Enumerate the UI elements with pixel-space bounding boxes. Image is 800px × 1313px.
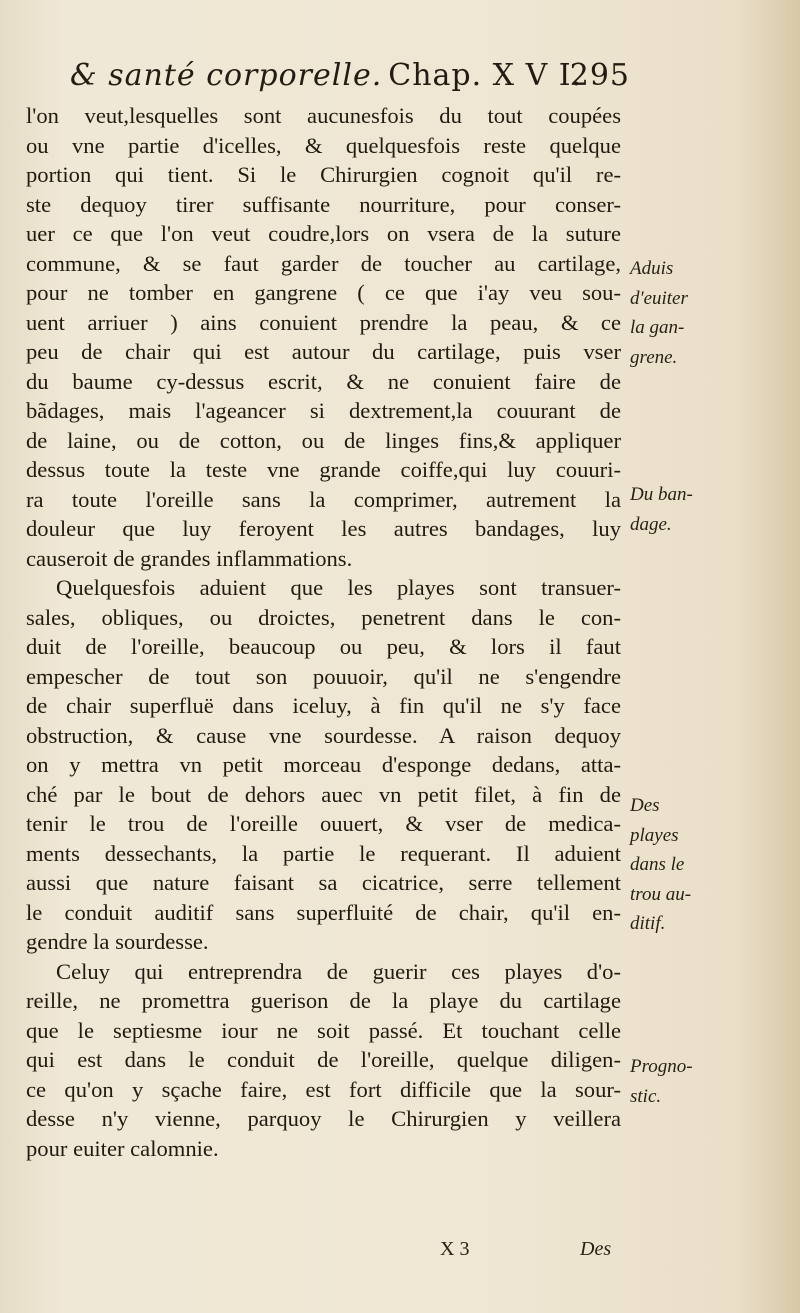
text-line: commune, & se faut garder de toucher au cartilage, [26, 250, 621, 276]
text-line: aussi que nature faisant sa cicatrice, serre tellement [26, 870, 621, 895]
margin-note-bandage [630, 480, 720, 539]
text-line: ments dessechants, la partie le requerant. Il aduient [26, 840, 621, 866]
margin-note-line: playes [630, 824, 679, 846]
text-line: du baume cy-dessus escrit, & ne conuient faire de [26, 368, 621, 394]
text-line: ce qu'on y sçache faire, est fort difficile que la sour- [26, 1076, 621, 1102]
chapter-label: Chap. X V I. [388, 58, 583, 93]
running-title: & santé corporelle. [70, 58, 383, 93]
body-text [26, 101, 621, 1163]
text-line: duit de l'oreille, beaucoup ou peu, & lors il faut [26, 634, 621, 659]
text-line: qui est dans le conduit de l'oreille, quelque diligen- [26, 1047, 621, 1072]
text-line: que le septiesme iour ne soit passé. Et touchant celle [26, 1017, 621, 1043]
text-line: empescher de tout son pouuoir, qu'il ne s'engendre [26, 663, 621, 689]
catchword: Des [580, 1238, 612, 1260]
text-line: portion qui tient. Si le Chirurgien cognoit qu'il re- [26, 162, 621, 187]
text-line: uent arriuer ) ains conuient prendre la peau, & ce [26, 309, 621, 335]
text-line: gendre la sourdesse. [26, 929, 209, 954]
paragraph-start-line: Celuy qui entreprendra de guerir ces playes d'o- [56, 958, 621, 984]
text-line: sales, obliques, ou droictes, penetrent dans le con- [26, 604, 621, 630]
text-line: de laine, ou de cotton, ou de linges fins,& appliquer [26, 427, 621, 453]
text-line: l'on veut,lesquelles sont aucunesfois du tout coupées [26, 103, 621, 128]
margin-note-auditory-wounds [630, 791, 720, 939]
margin-note-line: dage. [630, 513, 672, 535]
margin-note-line: Aduis [630, 258, 674, 279]
margin-note-line: stic. [630, 1085, 662, 1107]
margin-note-line: grene. [630, 346, 678, 368]
margin-note-line: Du ban- [630, 484, 693, 505]
text-line: reille, ne promettra guerison de la playe du cartilage [26, 988, 621, 1013]
text-line: desse n'y vienne, parquoy le Chirurgien y veillera [26, 1106, 621, 1131]
paragraph-start-line: Quelquesfois aduient que les playes sont transuer- [56, 575, 621, 600]
margin-note-line: d'euiter [630, 287, 688, 309]
text-line: ra toute l'oreille sans la comprimer, autrement la [26, 486, 621, 512]
text-line: uer ce que l'on veut coudre,lors on vsera de la suture [26, 221, 621, 246]
margin-note-line: ditif. [630, 913, 666, 934]
margin-note-line: Des [630, 795, 660, 816]
running-head [70, 58, 630, 98]
margin-note-line: la gan- [630, 317, 685, 338]
text-line: douleur que luy feroyent les autres bandages, luy [26, 516, 621, 541]
margin-note-prognosis [630, 1052, 720, 1111]
text-line: peu de chair qui est autour du cartilage, puis vser [26, 339, 621, 364]
text-line: ste dequoy tirer suffisante nourriture, pour conser- [26, 191, 621, 217]
margin-note-line: dans le [630, 854, 685, 875]
margin-note-line: Progno- [630, 1056, 693, 1077]
text-line: ché par le bout de dehors auec vn petit filet, à fin de [26, 781, 621, 807]
text-line: bãdages, mais l'ageancer si dextrement,la couurant de [26, 398, 621, 423]
text-line: causeroit de grandes inflammations. [26, 545, 353, 571]
margin-note-gangrene [630, 254, 720, 372]
text-line: ou vne partie d'icelles, & quelquesfois reste quelque [26, 132, 621, 158]
margin-note-line: trou au- [630, 883, 692, 905]
text-line: pour euiter calomnie. [26, 1135, 219, 1161]
page-number: 295 [569, 58, 630, 93]
text-line: le conduit auditif sans superfluité de chair, qu'il en- [26, 899, 621, 925]
signature-mark: X 3 [440, 1238, 470, 1260]
text-line: dessus toute la teste vne grande coiffe,qui luy couuri- [26, 457, 621, 482]
text-line: obstruction, & cause vne sourdesse. A raison dequoy [26, 722, 621, 748]
text-line: pour ne tomber en gangrene ( ce que i'ay veu sou- [26, 280, 621, 305]
text-line: tenir le trou de l'oreille ouuert, & vser de medica- [26, 811, 621, 836]
text-line: de chair superfluë dans iceluy, à fin qu'il ne s'y face [26, 693, 621, 718]
text-line: on y mettra vn petit morceau d'esponge dedans, atta- [26, 752, 621, 777]
